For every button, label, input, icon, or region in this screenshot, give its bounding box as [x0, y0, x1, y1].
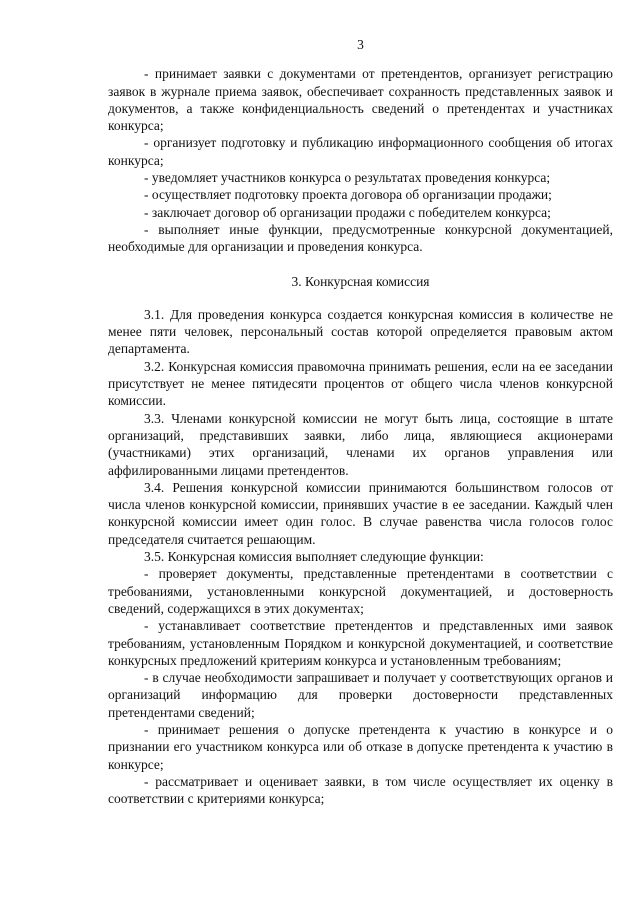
function-item: - принимает решения о допуске претендента к участию в конкурсе и о признании его участником конкурса или об отказе в допуске претендента к участию в конкурсе;	[108, 721, 613, 772]
intro-item: - уведомляет участников конкурса о результатах проведения конкурса;	[144, 170, 551, 186]
intro-item: - организует подготовку и публикацию информационного сообщения об итогах конкурса;	[108, 135, 613, 168]
paragraph-3-4: 3.4. Решения конкурсной комиссии принимаются большинством голосов от числа членов конкурсной комиссии, принявших участие в ее заседании. Каждый член конкурсной комиссии имеет один голос. В случае равенства числа голосов голос председателя считается решающим.	[108, 479, 613, 547]
intro-item: - заключает договор об организации продажи с победителем конкурса;	[144, 204, 551, 220]
function-item: - в случае необходимости запрашивает и получает у соответствующих органов и организаций информацию для проверки достоверности представленных претендентами сведений;	[108, 670, 613, 720]
document-page	[108, 36, 613, 807]
function-item: - проверяет документы, представленные претендентами в соответствии с требованиями, установленными конкурсной документацией, и достоверность сведений, содержащихся в этих документах;	[108, 566, 613, 616]
paragraph-3-2: 3.2. Конкурсная комиссия правомочна принимать решения, если на ее заседании присутствует не менее пятидесяти процентов от общего числа членов конкурсной комиссии.	[108, 358, 613, 409]
paragraph-3-5: 3.5. Конкурсная комиссия выполняет следующие функции:	[144, 549, 484, 565]
function-item: - устанавливает соответствие претендентов и представленных ими заявок требованиям, установленным Порядком и конкурсной документацией, и соответствие конкурсных предложений критериям конкурса и установленным требованиям;	[108, 618, 613, 668]
intro-item: - выполняет иные функции, предусмотренные конкурсной документацией, необходимые для организации и проведения конкурса.	[108, 221, 613, 255]
intro-item: - осуществляет подготовку проекта договора об организации продажи;	[144, 187, 552, 203]
section-heading: 3. Конкурсная комиссия	[291, 273, 430, 289]
paragraph-3-3: 3.3. Членами конкурсной комиссии не могут быть лица, состоящие в штате организаций, представивших заявки, либо лица, являющиеся акционерами (участниками) этих организаций, членами их органов управления или аффилированными лицами претендентов.	[108, 410, 613, 478]
intro-item: - принимает заявки с документами от претендентов, организует регистрацию заявок в журнале приема заявок, обеспечивает сохранность представленных заявок и документов, а также конфиденциальность сведений о претендентах и участниках конкурса;	[108, 66, 613, 134]
paragraph-3-1: 3.1. Для проведения конкурса создается конкурсная комиссия в количестве не менее пяти человек, персональный состав которой определяется правовым актом департамента.	[108, 306, 613, 357]
function-item: - рассматривает и оценивает заявки, в том числе осуществляет их оценку в соответствии с критериями конкурса;	[108, 773, 613, 807]
page-number: 3	[357, 37, 364, 52]
